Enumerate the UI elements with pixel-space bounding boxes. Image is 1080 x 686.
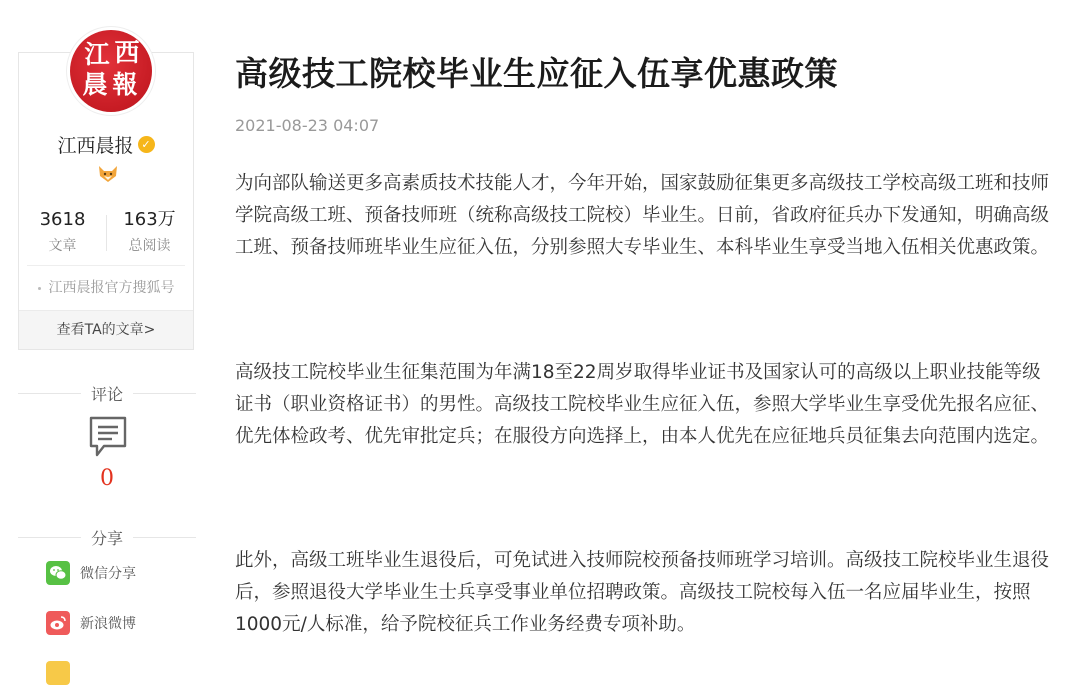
comment-heading: 评论 xyxy=(91,385,124,404)
avatar[interactable] xyxy=(67,27,155,115)
share-icon xyxy=(46,661,70,685)
author-subtitle xyxy=(19,277,193,297)
author-name-row[interactable] xyxy=(19,131,193,158)
divider xyxy=(133,537,196,538)
logo-char: 西 xyxy=(114,38,140,67)
weibo-icon xyxy=(46,611,70,635)
stat-total-reads xyxy=(106,209,193,255)
author-stats xyxy=(19,209,193,255)
comment-section-heading xyxy=(18,382,196,405)
view-articles-button[interactable]: 查看TA的文章> xyxy=(19,310,193,349)
share-section-heading xyxy=(18,526,196,549)
comment-icon[interactable] xyxy=(88,415,128,459)
stat-articles xyxy=(19,209,106,255)
share-weibo-button[interactable] xyxy=(46,610,136,636)
publish-date: 2021-08-23 04:07 xyxy=(235,116,380,135)
bullet-dot xyxy=(38,287,41,290)
stat-value: 163万 xyxy=(123,209,176,230)
article-title: 高级技工院校毕业生应征入伍享优惠政策 xyxy=(235,54,838,93)
divider xyxy=(27,265,185,266)
share-label: 微信分享 xyxy=(80,566,136,582)
logo-char: 晨 xyxy=(82,70,108,99)
divider xyxy=(133,393,196,394)
comment-count[interactable]: 0 xyxy=(100,466,114,491)
share-label: 新浪微博 xyxy=(80,616,136,632)
stat-label: 总阅读 xyxy=(128,238,171,254)
logo-char: 江 xyxy=(84,40,110,69)
share-more-button[interactable] xyxy=(46,660,80,686)
verified-badge-icon: ✓ xyxy=(138,136,155,153)
share-heading: 分享 xyxy=(91,529,124,548)
share-wechat-button[interactable] xyxy=(46,560,136,586)
stat-label: 文章 xyxy=(48,238,77,254)
article-paragraph: 高级技工院校毕业生征集范围为年满18至22周岁取得毕业证书及国家认可的高级以上职业技能等级证书（职业资格证书）的男性。高级技工院校毕业生应征入伍，参照大学毕业生享受优先报名应征、优先体检政考、优先审批定兵；在服役方向选择上，由本人优先在应征地兵员征集去向范围内选定。 xyxy=(235,362,1050,447)
article-paragraph: 为向部队输送更多高素质技术技能人才，今年开始，国家鼓励征集更多高级技工学校高级工班和技师学院高级工班、预备技师班（统称高级技工院校）毕业生。日前，省政府征兵办下发通知，明确高级工班、预备技师班毕业生应征入伍，分别参照大专毕业生、本科毕业生享受当地入伍相关优惠政策。 xyxy=(235,173,1050,258)
article-paragraph: 此外，高级工班毕业生退役后，可免试进入技师院校预备技师班学习培训。高级技工院校毕业生退役后，参照退役大学毕业生士兵享受事业单位招聘政策。高级技工院校每入伍一名应届毕业生，按照1000元/人标准，给予院校征兵工作业务经费专项补助。 xyxy=(235,550,1050,635)
author-card xyxy=(18,38,194,350)
jiangxi-morning-post-logo xyxy=(70,30,152,112)
fox-icon xyxy=(97,165,119,183)
divider xyxy=(18,537,81,538)
wechat-icon xyxy=(46,561,70,585)
author-name[interactable]: 江西晨报 xyxy=(57,135,134,157)
stat-value: 3618 xyxy=(39,209,86,230)
logo-char: 報 xyxy=(112,70,138,99)
divider xyxy=(18,393,81,394)
author-subtitle-text: 江西晨报官方搜狐号 xyxy=(48,280,175,296)
